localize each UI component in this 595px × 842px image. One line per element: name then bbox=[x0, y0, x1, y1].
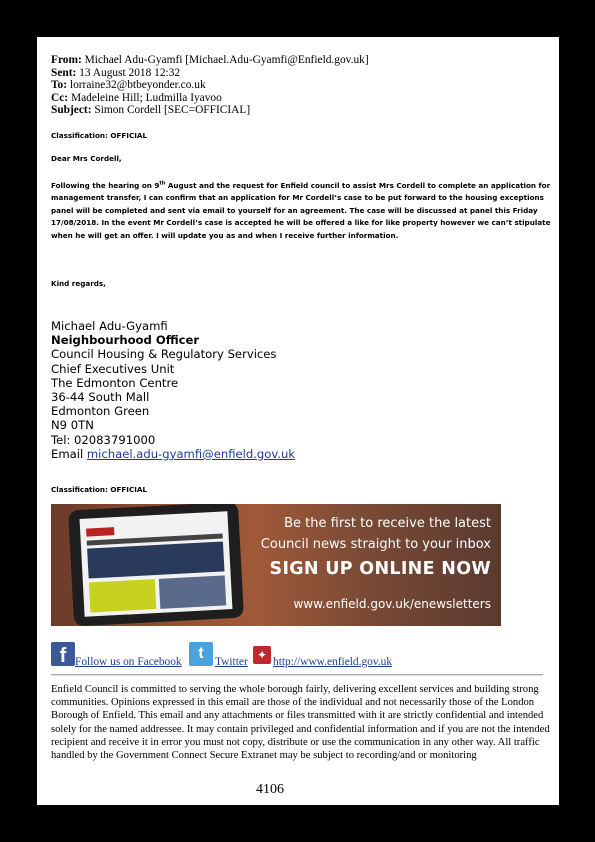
to-value: lorraine32@btbeyonder.co.uk bbox=[69, 79, 206, 92]
divider bbox=[51, 674, 543, 676]
classification-top: Classification: OFFICIAL bbox=[51, 131, 148, 140]
banner-line2: Council news straight to your inbox bbox=[260, 537, 491, 552]
site-hero-image bbox=[87, 541, 224, 578]
subject-value: Simon Cordell [SEC=OFFICIAL] bbox=[94, 104, 251, 117]
page-number: 4106 bbox=[256, 782, 284, 797]
sig-email-link[interactable]: michael.adu-gyamfi@enfield.gov.uk bbox=[86, 446, 296, 461]
sent-value: 13 August 2018 12:32 bbox=[79, 66, 181, 79]
sig-dept: Council Housing & Regulatory Services bbox=[51, 347, 277, 362]
banner-url: www.enfield.gov.uk/enewsletters bbox=[293, 597, 491, 611]
signature-block bbox=[51, 319, 295, 461]
tablet-screen bbox=[80, 511, 233, 617]
sig-email-label: Email bbox=[51, 446, 84, 461]
sig-postcode: N9 0TN bbox=[51, 418, 94, 433]
from-label: From: bbox=[51, 54, 82, 66]
para1-sup: th bbox=[159, 180, 166, 187]
sig-building: The Edmonton Centre bbox=[51, 375, 179, 390]
to-label: To: bbox=[51, 79, 68, 92]
sig-tel: Tel: 02083791000 bbox=[51, 432, 156, 447]
tablet-image bbox=[68, 504, 244, 626]
disclaimer: Enfield Council is committed to serving the whole borough fairly, delivering excellent services and building strong communities. Opinions expressed in this email are those of the individual and not necessarily those of the London Borough of Enfield. This email and any attachments or files transmitted with it are strictly confidential and intended solely for the named addressee. It may contain privileged and confidential information and if you are not the intended recipient and receive it in error you must not copy, distribute or use the communication in any other way. All traffic handled by the Government Connect Secure Extranet may be subject to recording/and or monitoring bbox=[51, 684, 550, 762]
closing: Kind regards, bbox=[51, 279, 106, 288]
twitter-icon[interactable]: t bbox=[189, 642, 213, 666]
cc-value: Madeleine Hill; Ludmilla Iyavoo bbox=[70, 91, 222, 104]
subject-label: Subject: bbox=[51, 104, 92, 117]
sig-name: Michael Adu-Gyamfi bbox=[51, 319, 168, 333]
site-thumb-image bbox=[89, 579, 156, 612]
twitter-link[interactable]: Twitter bbox=[215, 656, 248, 668]
from-value: Michael Adu-Gyamfi [Michael.Adu-Gyamfi@Enfield.gov.uk] bbox=[84, 54, 369, 66]
newsletter-banner[interactable] bbox=[51, 504, 501, 626]
sig-title: Neighbourhood Officer bbox=[51, 333, 200, 348]
sent-label: Sent: bbox=[51, 66, 77, 79]
sig-area: Edmonton Green bbox=[51, 404, 150, 419]
body-paragraph bbox=[51, 180, 551, 242]
sig-unit: Chief Executives Unit bbox=[51, 361, 175, 376]
banner-line1: Be the first to receive the latest bbox=[284, 516, 491, 531]
facebook-link[interactable]: Follow us on Facebook bbox=[75, 656, 182, 668]
email-header bbox=[51, 54, 369, 117]
cc-label: Cc: bbox=[51, 91, 69, 104]
banner-cta: SIGN UP ONLINE NOW bbox=[269, 559, 491, 579]
greeting: Dear Mrs Cordell, bbox=[51, 154, 122, 163]
site-thumb-image bbox=[159, 575, 226, 608]
document-page bbox=[37, 37, 559, 805]
para1-start: Following the hearing on 9 bbox=[51, 181, 160, 190]
para1-rest: August and the request for Enfield council to assist Mrs Cordell to complete an application for management transfer, I can confirm that an application for Mr Cordell’s case to be put forward to the housing exceptions panel will be completed and sent via email to yourself for an agreement. The case will be discussed at panel this Friday 17/08/2018. In the event Mr Cordell’s case is accepted he will be offered a like for like property however we can’t stipulate when he will get an offer. I will update you as and when I receive further information. bbox=[51, 181, 551, 240]
facebook-icon[interactable]: f bbox=[51, 642, 75, 666]
enfield-logo-icon bbox=[86, 527, 114, 536]
enfield-icon[interactable]: ✦ bbox=[253, 646, 271, 664]
website-link[interactable]: http://www.enfield.gov.uk bbox=[273, 656, 393, 668]
classification-bottom: Classification: OFFICIAL bbox=[51, 485, 148, 494]
sig-street: 36-44 South Mall bbox=[51, 390, 150, 405]
